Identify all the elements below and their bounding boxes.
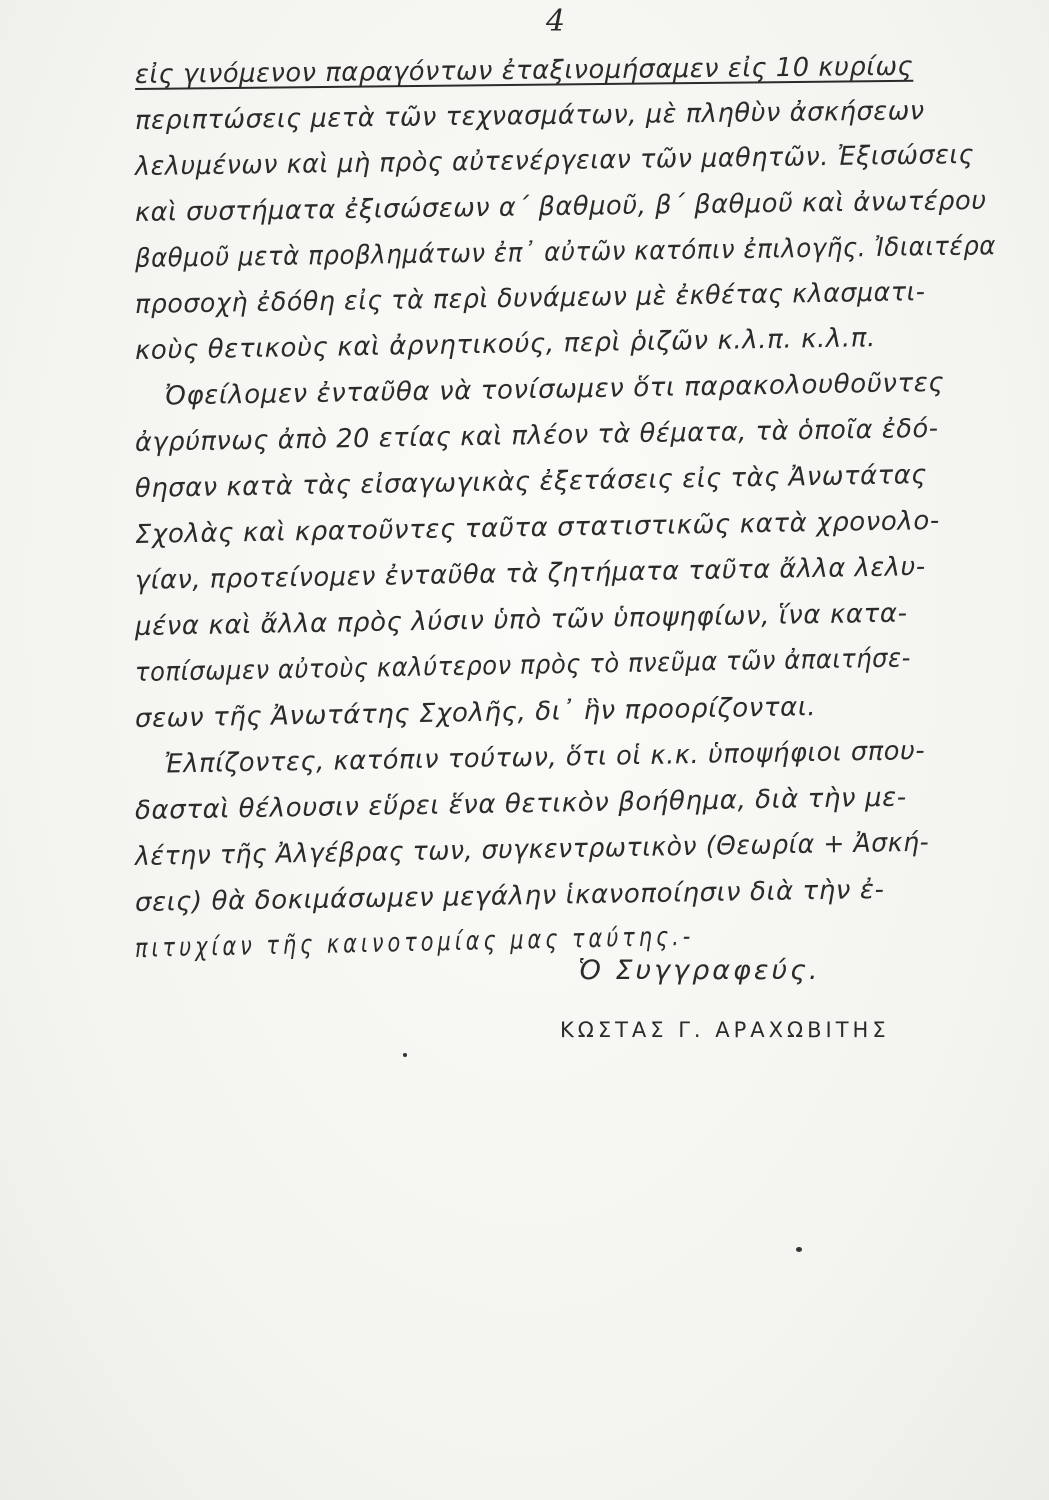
text-line-10: θησαν κατὰ τὰς εἰσαγωγικὰς ἐξετάσεις εἰς τὰς Ἀνωτάτας	[134, 460, 928, 504]
text-line-8: Ὀφείλομεν ἐνταῦθα νὰ τονίσωμεν ὅτι παρακολουθοῦντες	[164, 367, 945, 412]
text-line-20: πιτυχίαν τῆς καινοτομίας μας ταύτης.-	[134, 921, 695, 964]
signature-title: Ὁ Συγγραφεύς.	[578, 955, 821, 986]
text-line-1: εἰς γινόμενον παραγόντων ἐταξινομήσαμεν εἰς 10 κυρίως	[134, 51, 914, 90]
text-line-3: λελυμένων καὶ μὴ πρὸς αὐτενέργειαν τῶν μαθητῶν. Ἐξισώσεις	[134, 139, 975, 182]
text-line-15: σεων τῆς Ἀνωτάτης Σχολῆς, δι᾿ ἣν προορίζονται.	[134, 692, 817, 734]
text-line-11: Σχολὰς καὶ κρατοῦντες ταῦτα στατιστικῶς κατὰ χρονολο-	[134, 505, 941, 550]
text-line-12: γίαν, προτείνομεν ἐνταῦθα τὰ ζητήματα ταῦτα ἄλλα λελυ-	[134, 551, 927, 596]
text-line-4: καὶ συστήματα ἐξισώσεων α΄ βαθμοῦ, β΄ βαθμοῦ καὶ ἀνωτέρου	[134, 185, 987, 228]
page-number: 4	[546, 4, 566, 39]
text-line-18: λέτην τῆς Ἀλγέβρας των, συγκεντρωτικὸν (Θεωρία + Ἀσκή-	[134, 827, 930, 872]
text-line-16: Ἐλπίζοντες, κατόπιν τούτων, ὅτι οἱ κ.κ. ὑποψήφιοι σπου-	[164, 735, 926, 780]
ink-speck	[796, 1247, 802, 1252]
text-line-19: σεις) θὰ δοκιμάσωμεν μεγάλην ἱκανοποίησιν διὰ τὴν ἐ-	[134, 874, 885, 918]
text-line-2: περιπτώσεις μετὰ τῶν τεχνασμάτων, μὲ πληθὺν ἀσκήσεων	[134, 96, 925, 136]
text-line-14: τοπίσωμεν αὐτοὺς καλύτερον πρὸς τὸ πνεῦμα τῶν ἀπαιτήσε-	[134, 643, 912, 688]
ink-speck	[403, 1053, 407, 1057]
text-line-13: μένα καὶ ἄλλα πρὸς λύσιν ὑπὸ τῶν ὑποψηφίων, ἵνα κατα-	[134, 598, 908, 642]
text-line-7: κοὺς θετικοὺς καὶ ἀρνητικούς, περὶ ῥιζῶν κ.λ.π. κ.λ.π.	[134, 323, 877, 366]
body-text	[135, 52, 1005, 972]
author-name: ΚΩΣΤΑΣ Γ. ΑΡΑΧΩΒΙΤΗΣ	[560, 1018, 890, 1042]
text-line-5: βαθμοῦ μετὰ προβλημάτων ἐπ᾿ αὐτῶν κατόπιν ἐπιλογῆς. Ἰδιαιτέρα	[134, 231, 997, 274]
text-line-17: δασταὶ θέλουσιν εὕρει ἕνα θετικὸν βοήθημα, διὰ τὴν με-	[134, 782, 908, 826]
text-line-9: ἀγρύπνως ἀπὸ 20 ετίας καὶ πλέον τὰ θέματα, τὰ ὁποῖα ἐδό-	[134, 413, 939, 458]
text-line-6: προσοχὴ ἐδόθη εἰς τὰ περὶ δυνάμεων μὲ ἐκθέτας κλασματι-	[134, 277, 926, 320]
